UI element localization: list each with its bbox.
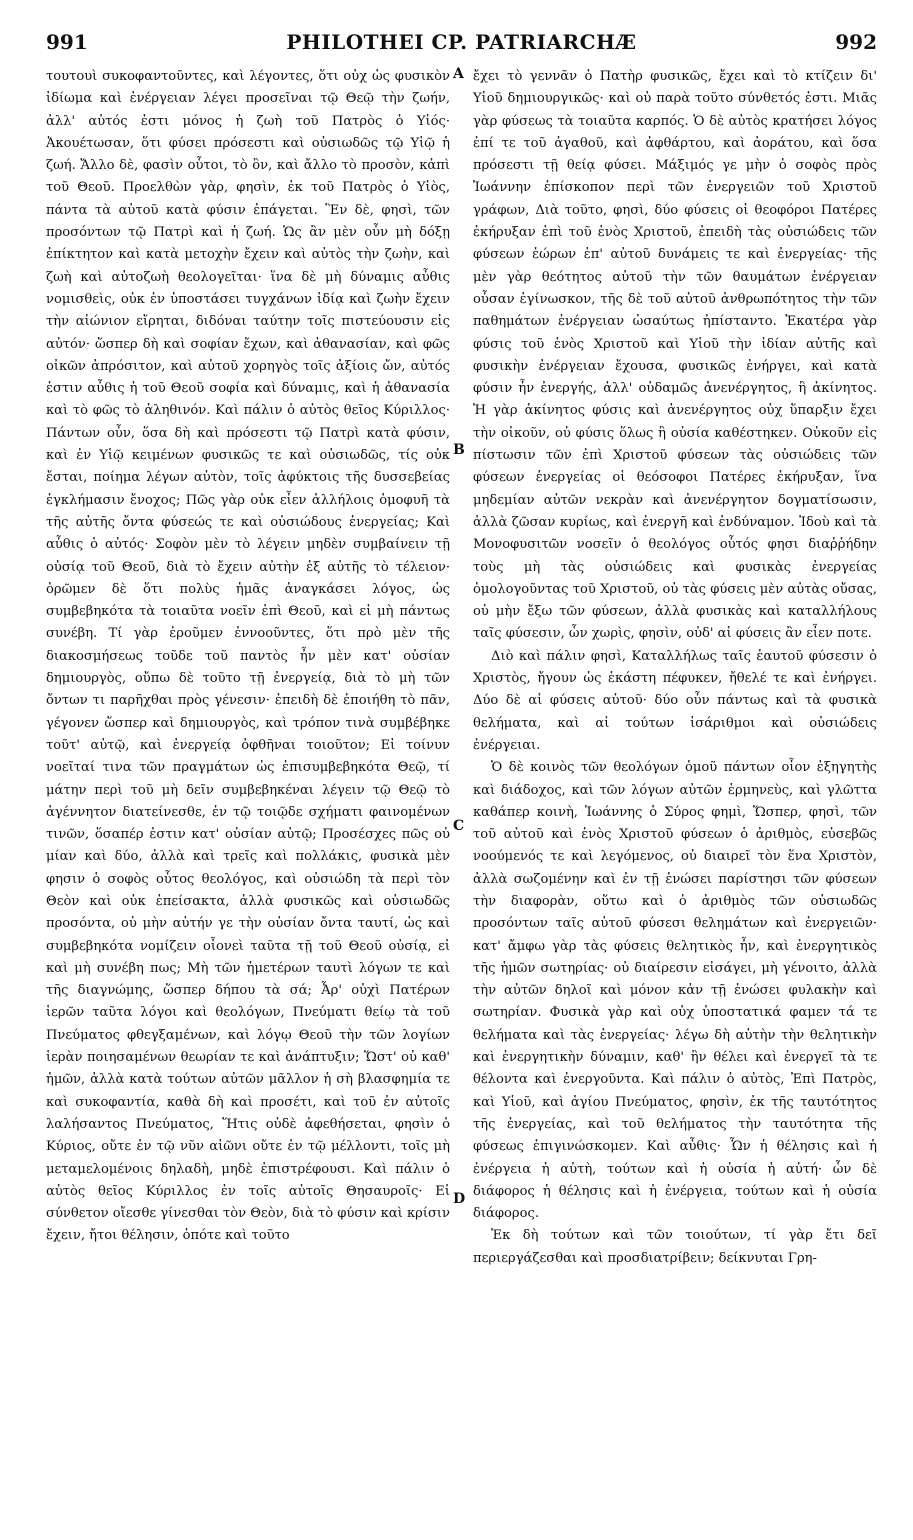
margin-letter-d: D <box>453 1191 466 1207</box>
right-column <box>473 66 877 1270</box>
paragraph: τουτουὶ συκοφαντοῦντες, καὶ λέγοντες, ὅτι οὐχ ὡς φυσικὸν ἰδίωμα καὶ ἐνέργειαν λέγει προσεῖναι τῷ Θεῷ τὴν ζωήν, ἀλλ' αὐτός ἐστι μόνος ἡ ζωὴ τοῦ Πατρὸς ὁ Υἱός· Ἀκουέτωσαν, ὅτι φύσει πρόσεστι καὶ οὐσιωδῶς τῷ Υἱῷ ἡ ζωή. Ἄλλο δὲ, φασὶν οὗτοι, τὸ ὂν, καὶ ἄλλο τὸ προσὸν, κἀπὶ τοῦ Θεοῦ. Προελθὼν γὰρ, φησὶν, ἐκ τοῦ Πατρὸς ὁ Υἱὸς, πάντα τὰ αὐτοῦ κατὰ φύσιν ἐπάγεται. Ἓν δὲ, φησὶ, τῶν προσόντων τῷ Πατρὶ καὶ ἡ ζωή. Ὡς ἂν μὲν οὖν μὴ δόξῃ ἐπίκτητον καὶ κατὰ μετοχὴν ἔχειν καὶ αὐτὸς τὴν ζωὴν, καὶ ζωὴ καὶ αὐτοζωὴ θεολογεῖται· ἵνα δὲ μὴ δύναμις αὖθις νομισθεὶς, οὐκ ἐν ὑποστάσει τυγχάνων ἰδίᾳ καὶ ζωὴν ἔχειν τὴν αἰώνιον εἴρηται, διδόναι ταύτην τοῖς πιστεύουσιν εἰς αὐτόν· ὥσπερ δὴ καὶ σοφίαν ἔχων, καὶ ἀθανασίαν, καὶ φῶς οἰκῶν ἀπρόσιτον, καὶ αὐτοῦ χορηγὸς τοῖς ἀξίοις ὤν, αὐτός ἐστιν αὖθις ἡ τοῦ Θεοῦ σοφία καὶ δύναμις, καὶ ἡ ἀθανασία καὶ τὸ φῶς τὸ ἀληθινόν. Καὶ πάλιν ὁ αὐτὸς θεῖος Κύριλλος· Πάντων οὖν, ὅσα δὴ καὶ πρόσεστι τῷ Πατρὶ κατὰ φύσιν, καὶ ἐν Υἱῷ κειμένων φυσικῶς τε καὶ οὐσιωδῶς, τίς οὐκ ἔσται, ποίημα λέγων αὐτὸν, τοῖς ἀφύκτοις τῆς δυσσεβείας ἐγκλήμασιν ἔνοχος; Πῶς γὰρ οὐκ εἶεν ἀλλήλοις ὁμοφυῆ τὰ τῆς αὐτῆς ὄντα φύσεώς τε καὶ οὐσιώδους ἐνεργείας; Καὶ αὖθις ὁ αὐτός· Σοφὸν μὲν τὸ λέγειν μηδὲν συμβαίνειν τῇ οὐσίᾳ τοῦ Θεοῦ, διὰ τὸ ἔχειν αὐτὴν ἐξ αὐτῆς τὸ τέλειον· ὁρῶμεν δὲ ὅτι πολὺς ἡμᾶς ἀναγκάσει λόγος, ὡς συμβεβηκότα τὰ τοιαῦτα νοεῖν ἐπὶ Θεοῦ, καὶ εἰ μὴ πάντως συνέβη. Τί γὰρ ἐροῦμεν ἐννοοῦντες, ὅτι πρὸ μὲν τῆς διακοσμήσεως τοῦδε τοῦ παντὸς ἦν μὲν κατ' οὐσίαν δημιουργὸς, οὔπω δὲ τοῦτο τῇ ἐνεργείᾳ, διὰ τὸ μὴ τῶν ὄντων τι παρῆχθαι πρὸς γένεσιν· ἐπειδὴ δὲ ἐποιήθη τὸ πᾶν, γέγονεν ὥσπερ καὶ δημιουργὸς, καὶ τρόπον τινὰ συμβέβηκε τοῦτ' αὐτῷ, καὶ ἐνεργείᾳ ὀφθῆναι τοιοῦτον; Εἰ τοίνυν νοεῖταί τινα τῶν πραγμάτων ὡς ἐπισυμβεβηκότα Θεῷ, τί μάτην περὶ τοῦ μὴ δεῖν συμβεβηκέναι λέγειν τῷ Θεῷ τὸ ἀγέννητον διατείνεσθε, ἐν τῷ τοιῷδε σχήματι φαινομένων τινῶν, ὅσαπέρ ἐστιν κατ' οὐσίαν αὐτῷ; Προσέσχες πῶς οὐ μίαν καὶ δύο, ἀλλὰ καὶ τρεῖς καὶ πολλάκις, φυσικὰ μὲν φησιν ὁ σοφὸς οὗτος θεολόγος, καὶ οὐσιώδη τὰ περὶ τὸν Θεὸν καὶ οὐκ ἐπείσακτα, ἀλλὰ φυσικῶς καὶ οὐσιωδῶς προσόντα, οὐ μὴν αὐτήν γε τὴν οὐσίαν ὄντα ταυτί, ὡς καὶ συμβεβηκότα νομίζειν οἶονεὶ ταῦτα τῇ τοῦ Θεοῦ οὐσίᾳ, εἰ καὶ μὴ συνέβη πως; Μὴ τῶν ἡμετέρων ταυτὶ λόγων τε καὶ τῆς διαγνώμης, ὥσπερ δήπου τὰ σά; Ἆρ' οὐχὶ Πατέρων ἱερῶν ταῦτα λόγοι καὶ θεολόγων, Πνεύματι θείῳ τὰ τοῦ Πνεύματος φθεγξαμένων, καὶ λόγῳ Θεοῦ τὴν τῶν λογίων ἱερὰν ποιησαμένων θεωρίαν τε καὶ ἀνάπτυξιν; Ὥστ' οὐ καθ' ἡμῶν, ἀλλὰ κατὰ τούτων αὐτῶν μᾶλλον ἡ σὴ βλασφημία τε καὶ συκοφαντία, καθὰ δὴ καὶ προσέτι, καὶ τοῦ ἐν αὐτοῖς λαλήσαντος Πνεύματος, Ἥτις οὐδὲ ἀφεθήσεται, φησὶν ὁ Κύριος, οὔτε ἐν τῷ νῦν αἰῶνι οὔτε ἐν τῷ μέλλοντι, τοῖς μὴ μεταμελομένοις δηλαδὴ, μηδὲ ἐπιστρέφουσι. Καὶ πάλιν ὁ αὐτὸς θεῖος Κύριλλος ἐν τοῖς αὐτοῖς Θησαυροῖς· Εἰ σύνθετον οἴεσθε γίνεσθαι τὸν Θεὸν, διὰ τὸ φύσιν καὶ κρίσιν ἔχειν, ἤτοι θέλησιν, ὁπότε καὶ τοῦτο <box>46 69 450 1244</box>
margin-letter-a: A <box>453 66 464 82</box>
margin-letters <box>450 66 472 1526</box>
paragraph: Διὸ καὶ πάλιν φησὶ, Καταλλήλως ταῖς ἑαυτοῦ φύσεσιν ὁ Χριστὸς, ἤγουν ὡς ἑκάστη πέφυκεν, ἤθελέ τε καὶ ἐνήργει. Δύο δὲ αἱ φύσεις αὐτοῦ· δύο οὖν πάντως καὶ τὰ φυσικὰ θελήματα, καὶ αἱ τούτων ἰσάριθμοι καὶ οὐσιώδεις ἐνέργειαι. <box>473 648 877 753</box>
paragraph: Ὁ δὲ κοινὸς τῶν θεολόγων ὁμοῦ πάντων οἷον ἐξηγητὴς καὶ διάδοχος, καὶ τῶν λόγων αὐτῶν ἑρμηνεὺς, καὶ γλῶττα καθάπερ κοινὴ, Ἰωάννης ὁ Σύρος φημὶ, Ὥσπερ, φησὶ, τῶν τοῦ αὐτοῦ καὶ ἑνὸς Χριστοῦ φύσεων ὁ ἀριθμὸς, εὐσεβῶς νοούμενός τε καὶ λεγόμενος, οὐ διαιρεῖ τὸν ἕνα Χριστὸν, ἀλλὰ σωζομένην καὶ ἐν τῇ ἑνώσει παρίστησι τῶν φύσεων τὴν διαφορὰν, οὕτω καὶ ὁ ἀριθμὸς τῶν οὐσιωδῶς προσόντων ταῖς αὐτοῦ φύσεσι θελημάτων καὶ ἐνεργειῶν· κατ' ἄμφω γὰρ τὰς φύσεις θελητικὸς ἦν, καὶ ἐνεργητικὸς τῆς ἡμῶν σωτηρίας· οὐ διαίρεσιν εἰσάγει, μὴ γένοιτο, ἀλλὰ τὴν αὐτῶν δηλοῖ καὶ μόνον κἀν τῇ ἑνώσει φυλακὴν καὶ σωτηρίαν. Φυσικὰ γὰρ καὶ οὐχ ὑποστατικά φαμεν τά τε θελήματα καὶ τὰς ἐνεργείας· λέγω δὴ αὐτὴν τὴν θελητικὴν καὶ ἐνεργητικὴν δύναμιν, καθ' ἣν θέλει καὶ ἐνεργεῖ τὰ τε θέλοντα καὶ ἐνεργοῦντα. Καὶ πάλιν ὁ αὐτὸς, Ἐπὶ Πατρὸς, καὶ Υἱοῦ, καὶ ἁγίου Πνεύματος, φησὶν, ἐκ τῆς ταυτότητος τῆς ἐνεργείας, καὶ τοῦ θελήματος τὴν ταυτότητα τῆς φύσεως ἐπιγινώσκομεν. Καὶ αὖθις· Ὧν ἡ θέλησις καὶ ἡ ἐνέργεια ἡ αὐτὴ, τούτων καὶ ἡ οὐσία ἡ αὐτή· ὧν δὲ διάφορος ἡ θέλησις καὶ ἡ ἐνέργεια, τούτων καὶ ἡ οὐσία διάφορος. <box>473 760 877 1222</box>
margin-letter-c: C <box>453 818 465 834</box>
page-number-right: 992 <box>835 30 877 54</box>
text-columns <box>46 66 877 1270</box>
running-title: PHILOTHEI CP. PATRIARCHÆ <box>286 30 637 54</box>
left-column <box>46 66 450 1270</box>
paragraph: ἔχει τὸ γεννᾶν ὁ Πατὴρ φυσικῶς, ἔχει καὶ τὸ κτίζειν δι' Υἱοῦ δημιουργικῶς· καὶ οὐ παρὰ τοῦτο σύνθετός ἐστι. Μιᾶς γὰρ φύσεως τὰ τοιαῦτα καρπός. Ὁ δὲ αὐτὸς κρατήσει λόγος ἐπί τε τοῦ ἀγαθοῦ, καὶ ἀφθάρτου, καὶ ἀοράτου, καὶ ὅσα πρόσεστι τῇ θείᾳ φύσει. Μάξιμός γε μὴν ὁ σοφὸς πρὸς Ἰωάννην ἐπίσκοπον περὶ τῶν ἐνεργειῶν τοῦ Χριστοῦ γράφων, Διὰ τοῦτο, φησὶ, δύο φύσεις οἱ θεοφόροι Πατέρες ἐκήρυξαν ἐπὶ τοῦ ἑνὸς Χριστοῦ, ἐπειδὴ τὰς οὐσιώδεις τῶν φύσεων ἑώρων ἐπ' αὐτοῦ δυνάμεις τε καὶ ἐνεργείας· τῆς μὲν γὰρ θεότητος αὐτοῦ τὴν τῶν θαυμάτων ἐνέργειαν οὖσαν ἐγίνωσκον, τῆς δὲ τοῦ αὐτοῦ ἀνθρωπότητος τὴν τῶν παθημάτων ἐνέργειαν ὡσαύτως ἠπίσταντο. Ἑκατέρα γὰρ φύσις τοῦ ἑνὸς Χριστοῦ καὶ Υἱοῦ τὴν ἰδίαν αὐτῆς καὶ φυσικὴν ἐνέργειαν ἔχουσα, φυσικῶς ἐνήργει, καὶ κατὰ φύσιν ἦν ἐνεργής, ἀλλ' οὐδαμῶς ἀνενέργητος, ἢ ἀκίνητος. Ἡ γὰρ ἀκίνητος φύσις καὶ ἀνενέργητος οὐχ ὕπαρξιν ἔχει τὴν οἰκοῦν, οὐ φύσις ὅλως ἢ οὐσία καθέστηκεν. Οὐκοῦν εἰς πίστωσιν τῶν ἐπὶ Χριστοῦ φύσεων τὰς οὐσιώδεις τῶν φύσεων ἐνεργείας οἱ θεόσοφοι Πατέρες ἐκήρυξαν, ἵνα μηδεμίαν αὐτῶν νεκρὰν καὶ ἀνενέργητον δογματίσωσιν, ἀλλὰ ζῶσαν κυρίως, καὶ ἐνεργῆ καὶ ἐνδύναμον. Ἰδοὺ καὶ τὰ Μονοφυσιτῶν νοσεῖν ὁ θεολόγος οὗτός φησι διαῤῥήδην τοὺς μὴ τὰς οὐσιώδεις καὶ φυσικὰς ἐνεργείας ὁμολογοῦντας τοῦ Χριστοῦ, οὐ τὰς φύσεις μὲν αὐτὰς οὔσας, οὐ μὴν ἔξω τῶν φύσεων, ἀλλὰ φυσικὰς καὶ καταλλήλους ταῖς φύσεσιν, ὧν χωρὶς, φησὶν, οὐδ' αἱ φύσεις ἂν εἶεν ποτε. <box>473 69 877 642</box>
page-number-left: 991 <box>46 30 88 54</box>
margin-letter-b: B <box>453 442 465 458</box>
paragraph: Ἐκ δὴ τούτων καὶ τῶν τοιούτων, τί γὰρ ἔτι δεῖ περιεργάζεσθαι καὶ προσδιατρίβειν; δείκνυται Γρη- <box>473 1228 877 1266</box>
running-header <box>46 30 877 66</box>
